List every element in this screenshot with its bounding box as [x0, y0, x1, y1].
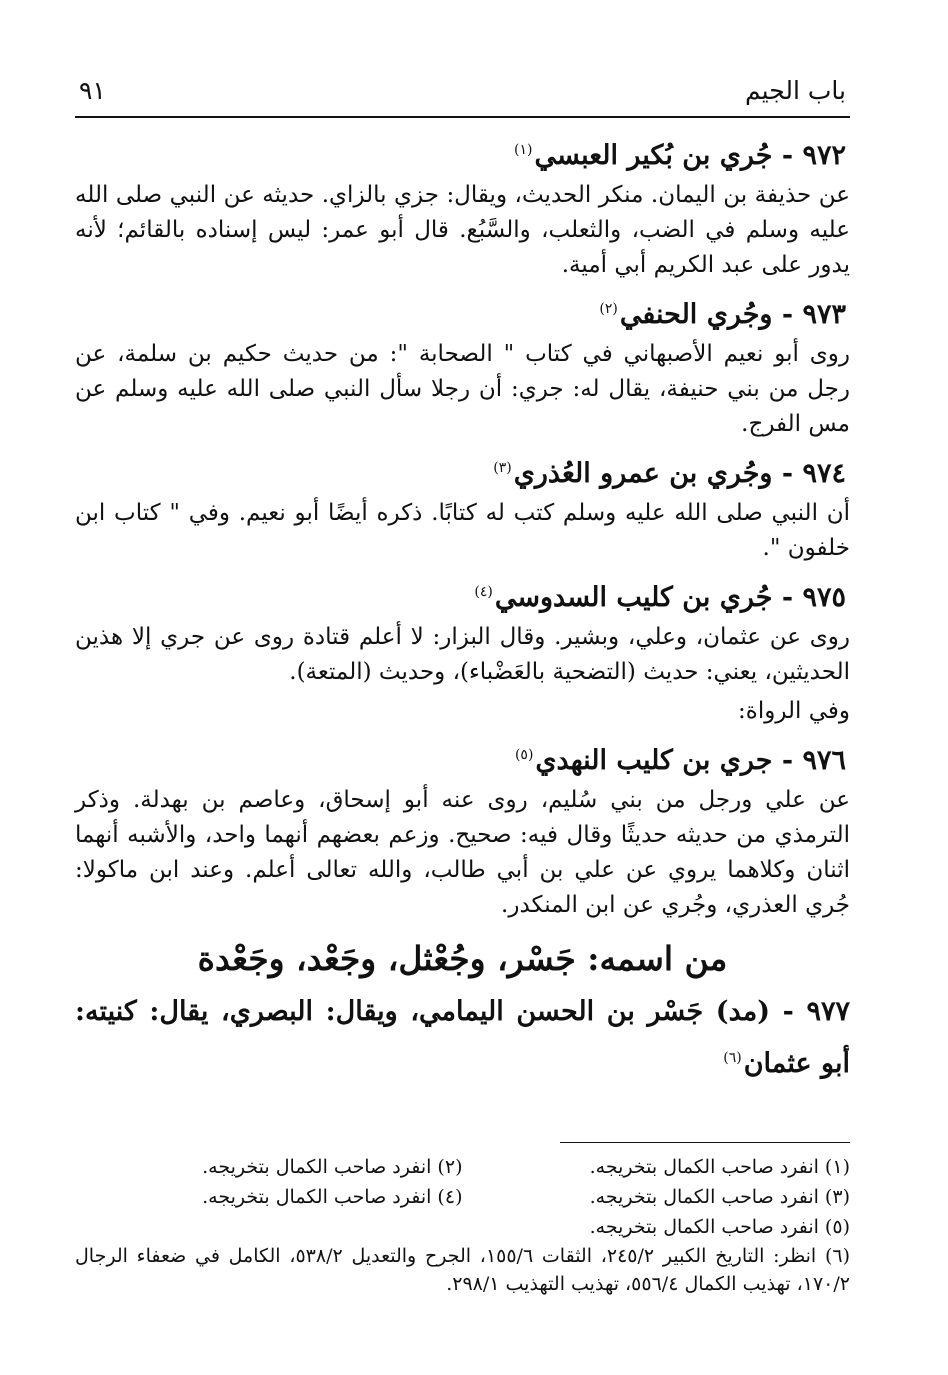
- footnote-4: (٤) انفرد صاحب الكمال بتخريجه.: [202, 1186, 463, 1208]
- entry-title: ٩٧٤ - وجُري بن عمرو العُذري$^{(٣)}$: [493, 458, 846, 489]
- footnote-ref: (٣): [493, 460, 512, 476]
- entry-title: ٩٧٥ - جُري بن كليب السدوسي$^{(٤)}$: [474, 582, 846, 613]
- entry-title: ٩٧٣ - وجُري الحنفي$^{(٢)}$: [599, 299, 846, 330]
- entry-975: [75, 570, 850, 729]
- section-heading: من اسمه: جَسْر، وجُعْثل، وجَعْد، وجَعْدة: [197, 939, 728, 978]
- entry-body: روى أبو نعيم الأصبهاني في كتاب " الصحابة ": من حديث حكيم بن سلمة، عن رجل من بني حنيفة، يقال له: جري: أن رجلا سأل النبي صلى الله عليه وسلم عن مس الفرج.: [75, 341, 850, 437]
- footnote-ref: (٤): [474, 584, 493, 600]
- running-header: [75, 72, 850, 118]
- footnote-ref: (١): [514, 142, 533, 158]
- footnote-row: [75, 1212, 850, 1242]
- entry-body: روى عن عثمان، وعلي، وبشير. وقال البزار: لا أعلم قتادة روى عن جري إلا هذين الحديثين، يعني: حديث (التضحية بالعَضْباء)، وحديث (المتعة).: [75, 624, 850, 685]
- entry-body: عن علي ورجل من بني سُليم، روى عنه أبو إسحاق، وعاصم بن بهدلة. وذكر الترمذي من حديثه حديثًا وقال فيه: صحيح. وزعم بعضهم أنهما واحد، والأشبه أنهما اثنان وكلاهما يروي عن علي بن أبي طالب، والله تعالى أعلم. وعند ابن ماكولا: جُري العذري، وجُري عن ابن المنكدر.: [75, 787, 850, 918]
- footnote-divider: [560, 1142, 850, 1143]
- footnote-row: [75, 1182, 850, 1212]
- footnote-2: (٢) انفرد صاحب الكمال بتخريجه.: [202, 1156, 463, 1178]
- page-number: ٩١: [79, 76, 106, 105]
- footnote-ref: (٢): [599, 301, 618, 317]
- entry-note: وفي الرواة:: [738, 698, 850, 724]
- footnote-row: [75, 1152, 850, 1182]
- entry-977: ٩٧٧ - (مد) جَسْر بن الحسن اليمامي، ويقال: البصري، يقال: كنيته: أبو عثمان$^{(٦)}$: [75, 996, 850, 1079]
- entry-974: [75, 446, 850, 566]
- entry-972: [75, 128, 850, 283]
- entry-title: ٩٧٦ - جري بن كليب النهدي$^{(٥)}$: [514, 745, 846, 776]
- footnote-3: (٣) انفرد صاحب الكمال بتخريجه.: [589, 1186, 850, 1208]
- chapter-title: باب الجيم: [745, 76, 846, 105]
- footnote-5: (٥) انفرد صاحب الكمال بتخريجه.: [589, 1216, 850, 1238]
- footnote-1: (١) انفرد صاحب الكمال بتخريجه.: [589, 1156, 850, 1178]
- main-text: [75, 128, 850, 1087]
- entry-body: أن النبي صلى الله عليه وسلم كتب له كتابًا. ذكره أيضًا أبو نعيم. وفي " كتاب ابن خلفون ".: [75, 500, 850, 561]
- footnote-ref: (٦): [723, 1050, 742, 1066]
- footnote-ref: (٥): [514, 747, 534, 763]
- entry-973: [75, 287, 850, 442]
- entry-976: [75, 733, 850, 923]
- entry-title: ٩٧٢ - جُري بن بُكير العبسي$^{(١)}$: [514, 140, 846, 171]
- entry-body: عن حذيفة بن اليمان. منكر الحديث، ويقال: جزي بالزاي. حديثه عن النبي صلى الله عليه وسلم في الضب، والثعلب، والسَّبُع. قال أبو عمر: ليس إسناده بالقائم؛ لأنه يدور على عبد الكريم أبي أمية.: [75, 182, 850, 278]
- footnote-6: (٦) انظر: التاريخ الكبير ٢٤٥/٢، الثقات ١٥٥/٦، الجرح والتعديل ٥٣٨/٢، الكامل في ضعفاء الرجال ١٧٠/٢، تهذيب الكمال ٥٥٦/٤، تهذيب التهذيب ٢٩٨/١.: [75, 1245, 851, 1295]
- footnotes: [75, 1152, 850, 1298]
